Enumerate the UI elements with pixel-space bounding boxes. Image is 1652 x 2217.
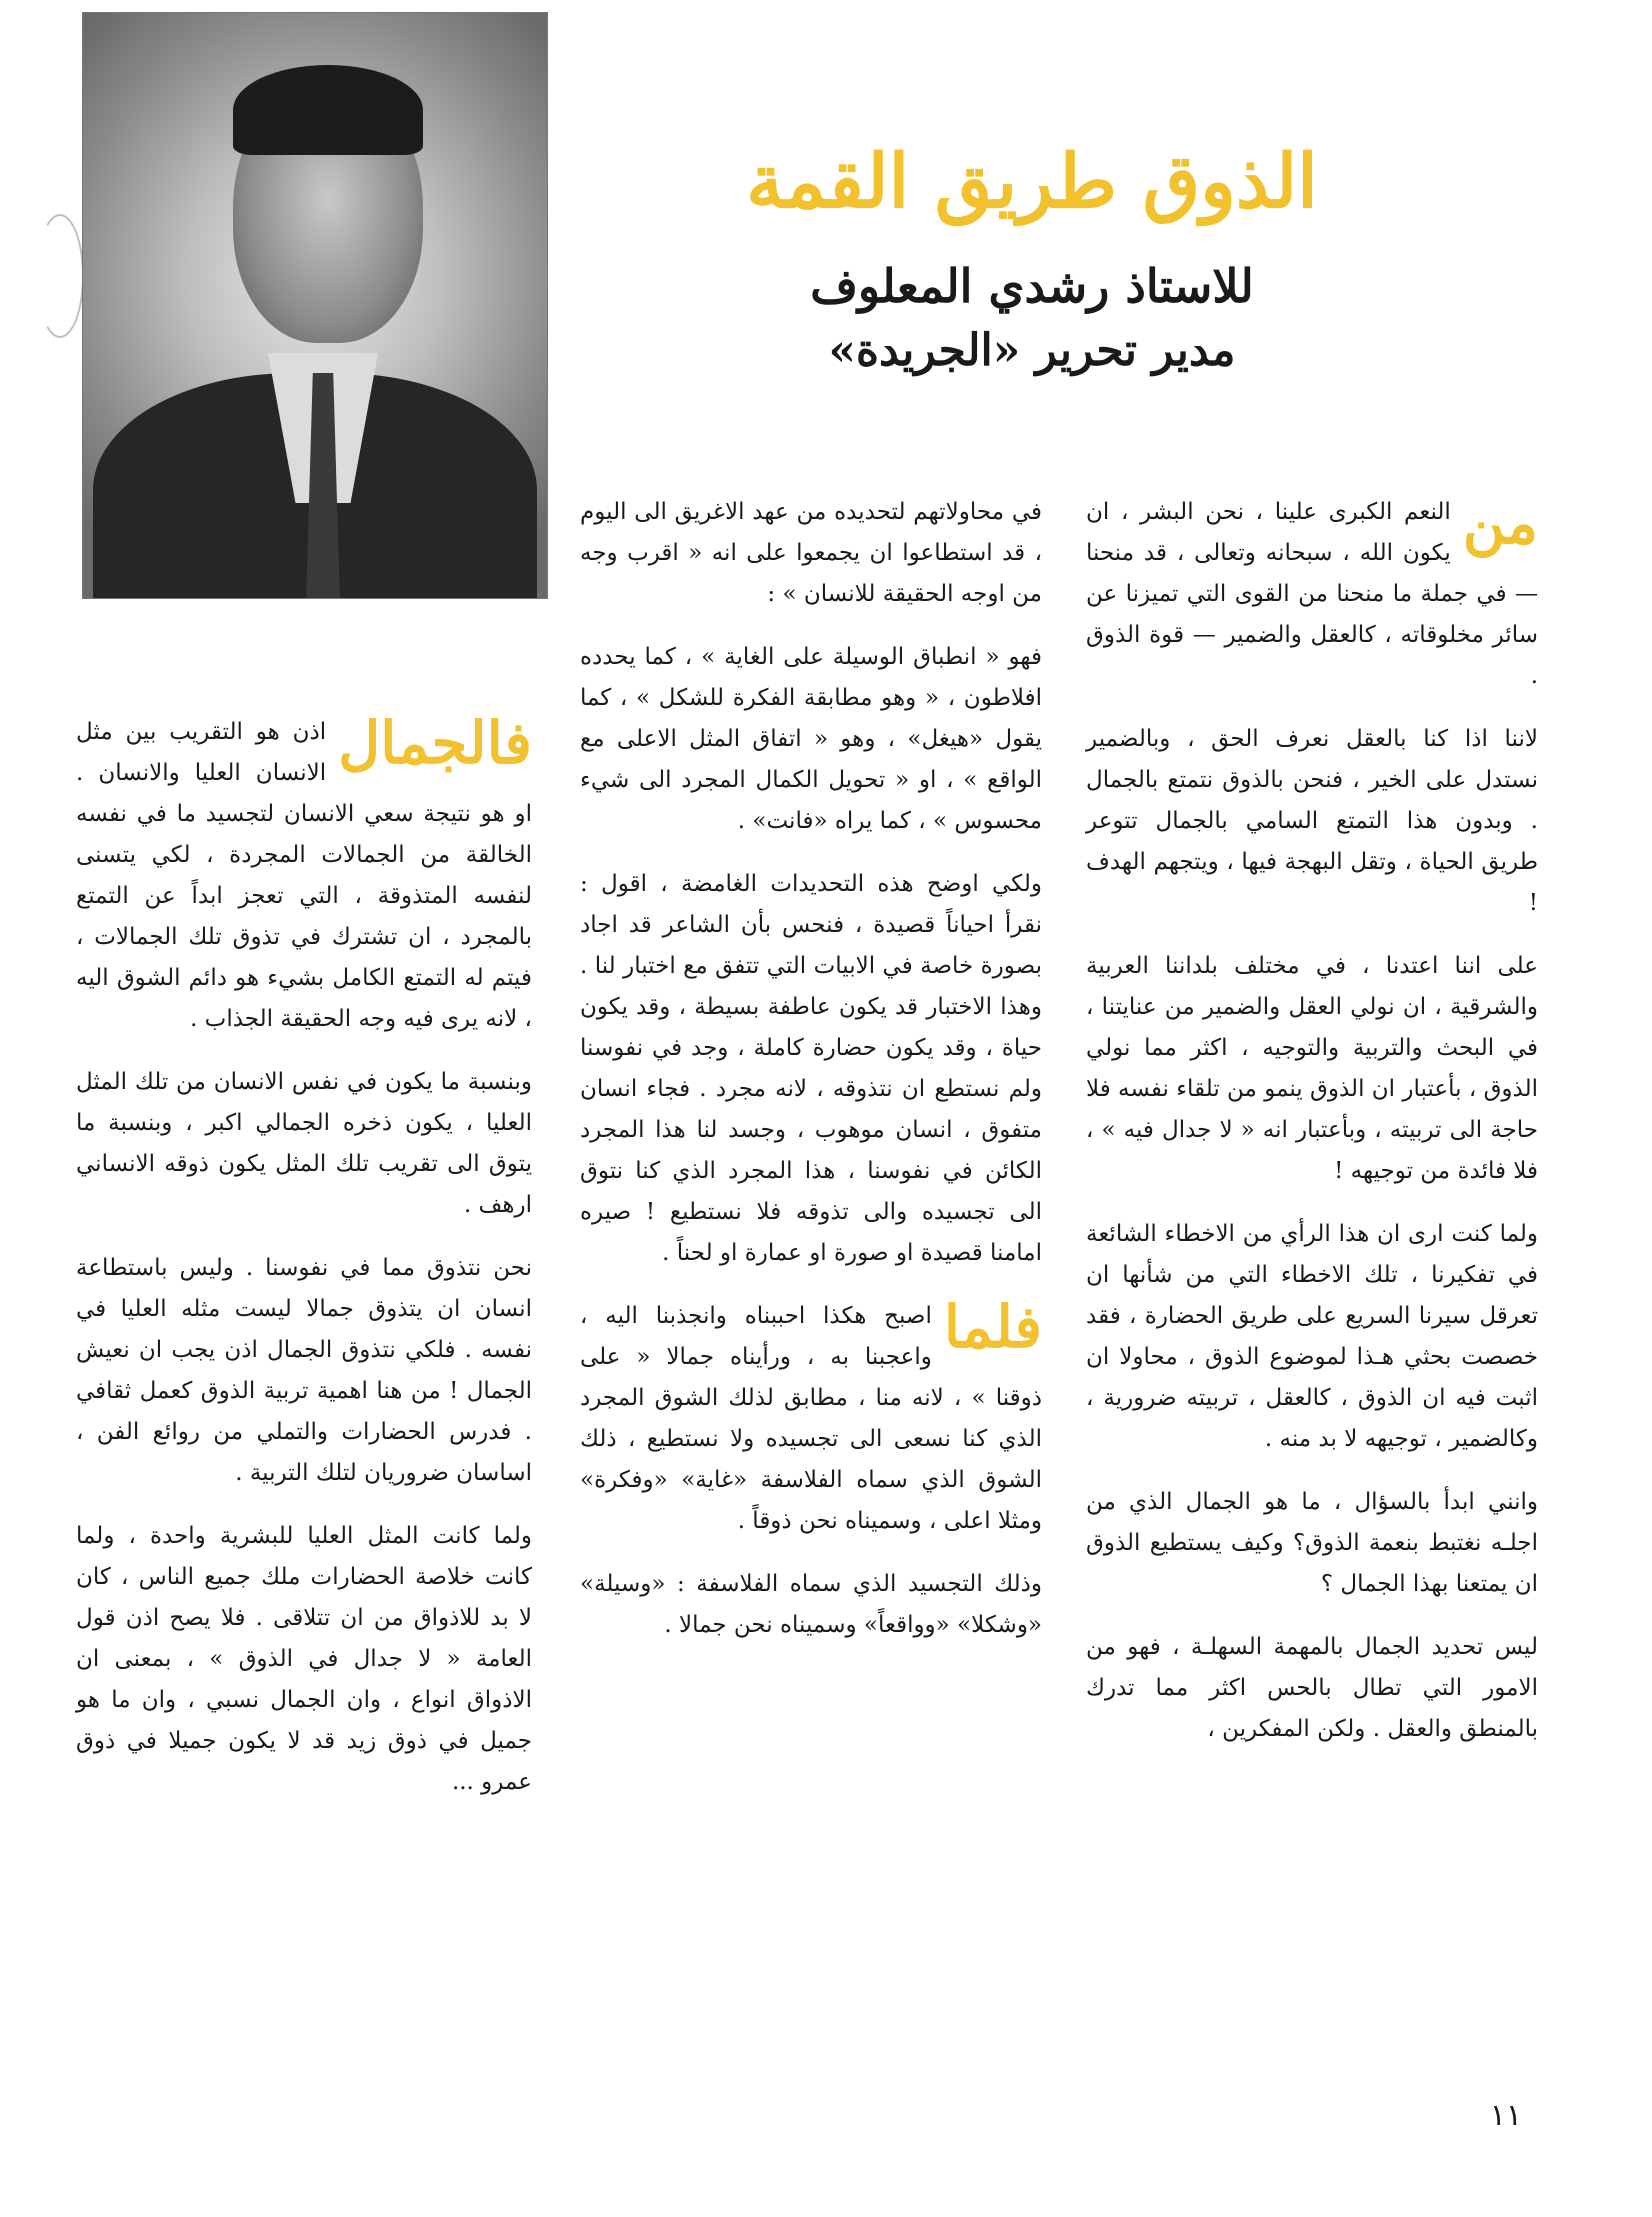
paragraph: ولما كانت المثل العليا للبشرية واحدة ، ولما كانت خلاصة الحضارات ملك جميع الناس ، كان لا بد للاذواق من ان تتلاقى . فلا يصح اذن قول العامة « لا جدال في الذوق » ، بمعنى ان الاذواق انواع ، وان الجمال نسبي ، وان ما هو جميل في ذوق زيد قد لا يكون جميلا في ذوق عمرو ... (76, 1523, 532, 1795)
paragraph-text: النعم الكبرى علينا ، نحن البشر ، ان يكون الله ، سبحانه وتعالى ، قد منحنا — في جملة ما منحنا من القوى التي تميزنا عن سائر مخلوقاته ، كالعقل والضمير — قوة الذوق . (1086, 499, 1538, 689)
paragraph: على اننا اعتدنا ، في مختلف بلداننا العربية والشرقية ، ان نولي العقل والضمير من عنايتنا ، في البحث والتربية والتوجيه ، اكثر مما نولي الذوق ، بأعتبار ان الذوق ينمو من تلقاء نفسه فلا حاجة الى تربيته ، وبأعتبار انه « لا جدال فيه » ، فلا فائدة من توجيهه ! (1086, 953, 1538, 1184)
paragraph: ليس تحديد الجمال بالمهمة السهلـة ، فهو من الامور التي تطال بالحس اكثر مما تدرك بالمنطق والعقل . ولكن المفكرين ، (1086, 1634, 1538, 1742)
article-byline: للاستاذ رشدي المعلوف (810, 259, 1254, 314)
paragraph: وانني ابدأ بالسؤال ، ما هو الجمال الذي من اجلـه نغتبط بنعمة الذوق؟ وكيف يستطيع الذوق ان يمتعنا بهذا الجمال ؟ (1086, 1489, 1538, 1597)
paragraph: فهو « انطباق الوسيلة على الغاية » ، كما يحدده افلاطون ، « وهو مطابقة الفكرة للشكل » ، كما يقول «هيغل» ، وهو « اتفاق المثل الاعلى مع الواقع » ، او « تحويل الكمال المجرد الى شيء محسوس » ، كما يراه «فانت» . (580, 644, 1042, 834)
paragraph (1086, 489, 1538, 697)
article-title: الذوق طريق القمة (746, 139, 1318, 225)
paragraph: وبنسبة ما يكون في نفس الانسان من تلك المثل العليا ، يكون ذخره الجمالي اكبر ، وبنسبة ما يتوق الى تقريب تلك المثل يكون ذوقه الانساني ارهف . (76, 1069, 532, 1218)
text-column-middle (580, 492, 1042, 2062)
paragraph: لاننا اذا كنا بالعقل نعرف الحق ، وبالضمير نستدل على الخير ، فنحن بالذوق نتمتع بالجمال . وبدون هذا التمتع السامي بالجمال تتوعر طريق الحياة ، وتقل البهجة فيها ، ويتجهم الهدف ! (1086, 726, 1538, 916)
article-header (602, 140, 1462, 381)
text-column-right (1086, 489, 1538, 2062)
text-column-left (76, 709, 532, 2062)
paragraph (76, 709, 532, 1040)
paragraph: وذلك التجسيد الذي سماه الفلاسفة : «وسيلة» «وشكلا» «وواقعاً» وسميناه نحن جمالا . (580, 1571, 1042, 1638)
paragraph (580, 1293, 1042, 1542)
paragraph-text: اصبح هكذا احببناه وانجذبنا اليه ، واعجبنا به ، ورأيناه جمالا « على ذوقنا » ، لانه منا ، مطابق لذلك الشوق المجرد الذي كنا نسعى الى تجسيده ولا نستطيع ، ذلك الشوق الذي سماه الفلاسفة «غاية» «وفكرة» ومثلا اعلى ، وسميناه نحن ذوقاً . (580, 1303, 1042, 1534)
paragraph: ولما كنت ارى ان هذا الرأي من الاخطاء الشائعة في تفكيرنا ، تلك الاخطاء التي من شأنها ان تعرقل سيرنا السريع على طريق الحضارة ، فقد خصصت بحثي هـذا لموضوع الذوق ، محاولا ان اثبت فيه ان الذوق ، كالعقل ، تربيته ضرورية ، وكالضمير ، توجيهه لا بد منه . (1086, 1221, 1538, 1452)
drop-initial: من (1462, 489, 1538, 557)
paragraph: ولكي اوضح هذه التحديدات الغامضة ، اقول : نقرأ احياناً قصيدة ، فنحس بأن الشاعر قد اجاد بصورة خاصة في الابيات التي تتفق مع اختبار لنا . وهذا الاختبار قد يكون عاطفة بسيطة ، وقد يكون حياة ، وقد يكون حضارة كاملة ، وجد في نفوسنا ولم نستطع ان نتذوقه ، لانه مجرد . فجاء انسان متفوق ، انسان موهوب ، وجسد لنا هذا المجرد الكائن في نفوسنا ، هذا المجرد الذي كنا نتوق الى تجسيده والى تذوقه فلا نستطيع ! صيره امامنا قصيدة او صورة او عمارة او لحناً . (580, 871, 1042, 1266)
page-number: ١١ (1489, 2098, 1522, 2133)
paragraph: نحن نتذوق مما في نفوسنا . وليس باستطاعة انسان ان يتذوق جمالا ليست مثله العليا في نفسه . فلكي نتذوق الجمال اذن يجب ان نعيش الجمال ! من هنا اهمية تربية الذوق كعمل ثقافي . فدرس الحضارات والتملي من روائع الفن ، اساسان ضروريان لتلك التربية . (76, 1255, 532, 1486)
portrait-hair (233, 65, 423, 155)
paragraph: في محاولاتهم لتحديده من عهد الاغريق الى اليوم ، قد استطاعوا ان يجمعوا على انه « اقرب وجه من اوجه الحقيقة للانسان » : (580, 499, 1042, 607)
paragraph-text: اذن هو التقريب بين مثل الانسان العليا والانسان . او هو نتيجة سعي الانسان لتجسيد ما في نفسه الخالقة من الجمالات المجردة ، لكي يتسنى لنفسه المتذوقة ، التي تعجز ابداً عن التمتع بالمجرد ، ان تشترك في تذوق تلك الجمالات ، فيتم له التمتع الكامل بشيء هو دائم الشوق اليه ، لانه يرى فيه وجه الحقيقة الجذاب . (76, 719, 532, 1032)
drop-initial: فالجمال (338, 709, 532, 777)
author-portrait (82, 12, 548, 599)
binder-hole (36, 214, 84, 338)
article-author-role: مدير تحرير «الجريدة» (828, 325, 1236, 377)
drop-initial: فلما (943, 1293, 1042, 1361)
